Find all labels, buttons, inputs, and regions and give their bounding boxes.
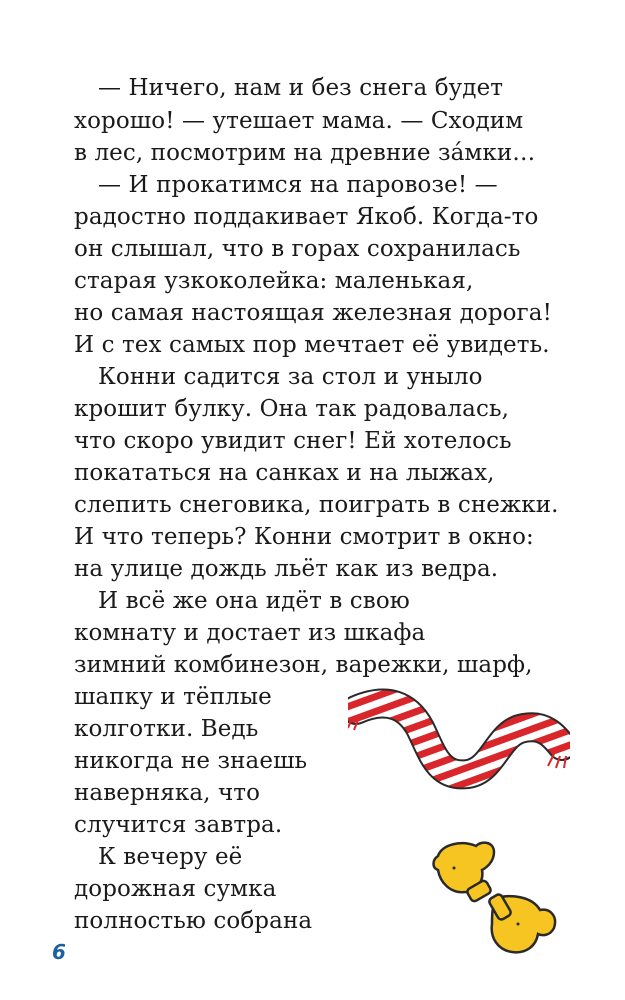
text-line: — И прокатимся на паровозе! — bbox=[98, 172, 498, 198]
text-line: старая узкоколейка: маленькая, bbox=[74, 268, 474, 294]
text-line: никогда не знаешь bbox=[74, 748, 308, 774]
text-line: слепить снеговика, поиграть в снежки. bbox=[74, 492, 559, 518]
text-line: на улице дождь льёт как из ведра. bbox=[74, 556, 499, 582]
text-line: колготки. Ведь bbox=[74, 716, 259, 742]
text-line: И всё же она идёт в свою bbox=[98, 588, 410, 614]
text-line: крошит булку. Она так радовалась, bbox=[74, 396, 509, 422]
text-line: И с тех самых пор мечтает её увидеть. bbox=[74, 332, 550, 358]
text-line: комнату и достает из шкафа bbox=[74, 620, 426, 646]
striped-scarf-icon bbox=[348, 688, 570, 798]
text-line: он слышал, что в горах сохранилась bbox=[74, 236, 521, 262]
text-line: К вечеру её bbox=[98, 844, 243, 870]
page-number: 6 bbox=[52, 940, 66, 964]
text-line: что скоро увидит снег! Ей хотелось bbox=[74, 428, 512, 454]
text-line: наверняка, что bbox=[74, 780, 261, 806]
text-line: зимний комбинезон, варежки, шарф, bbox=[74, 652, 533, 678]
text-line: шапку и тёплые bbox=[74, 684, 272, 710]
text-line: дорожная сумка bbox=[74, 876, 277, 902]
text-line: но самая настоящая железная дорога! bbox=[74, 300, 552, 326]
text-line: Конни садится за стол и уныло bbox=[98, 364, 483, 390]
text-line: в лес, посмотрим на древние за́мки… bbox=[74, 140, 536, 166]
text-line: И что теперь? Конни смотрит в окно: bbox=[74, 524, 534, 550]
text-line: полностью собрана bbox=[74, 908, 313, 934]
text-line: радостно поддакивает Якоб. Когда-то bbox=[74, 204, 539, 230]
text-line: покататься на санках и на лыжах, bbox=[74, 460, 495, 486]
text-line: хорошо! — утешает мама. — Сходим bbox=[74, 108, 524, 134]
text-line: — Ничего, нам и без снега будет bbox=[98, 75, 504, 101]
mittens-icon bbox=[428, 838, 562, 956]
text-line: случится завтра. bbox=[74, 812, 283, 838]
